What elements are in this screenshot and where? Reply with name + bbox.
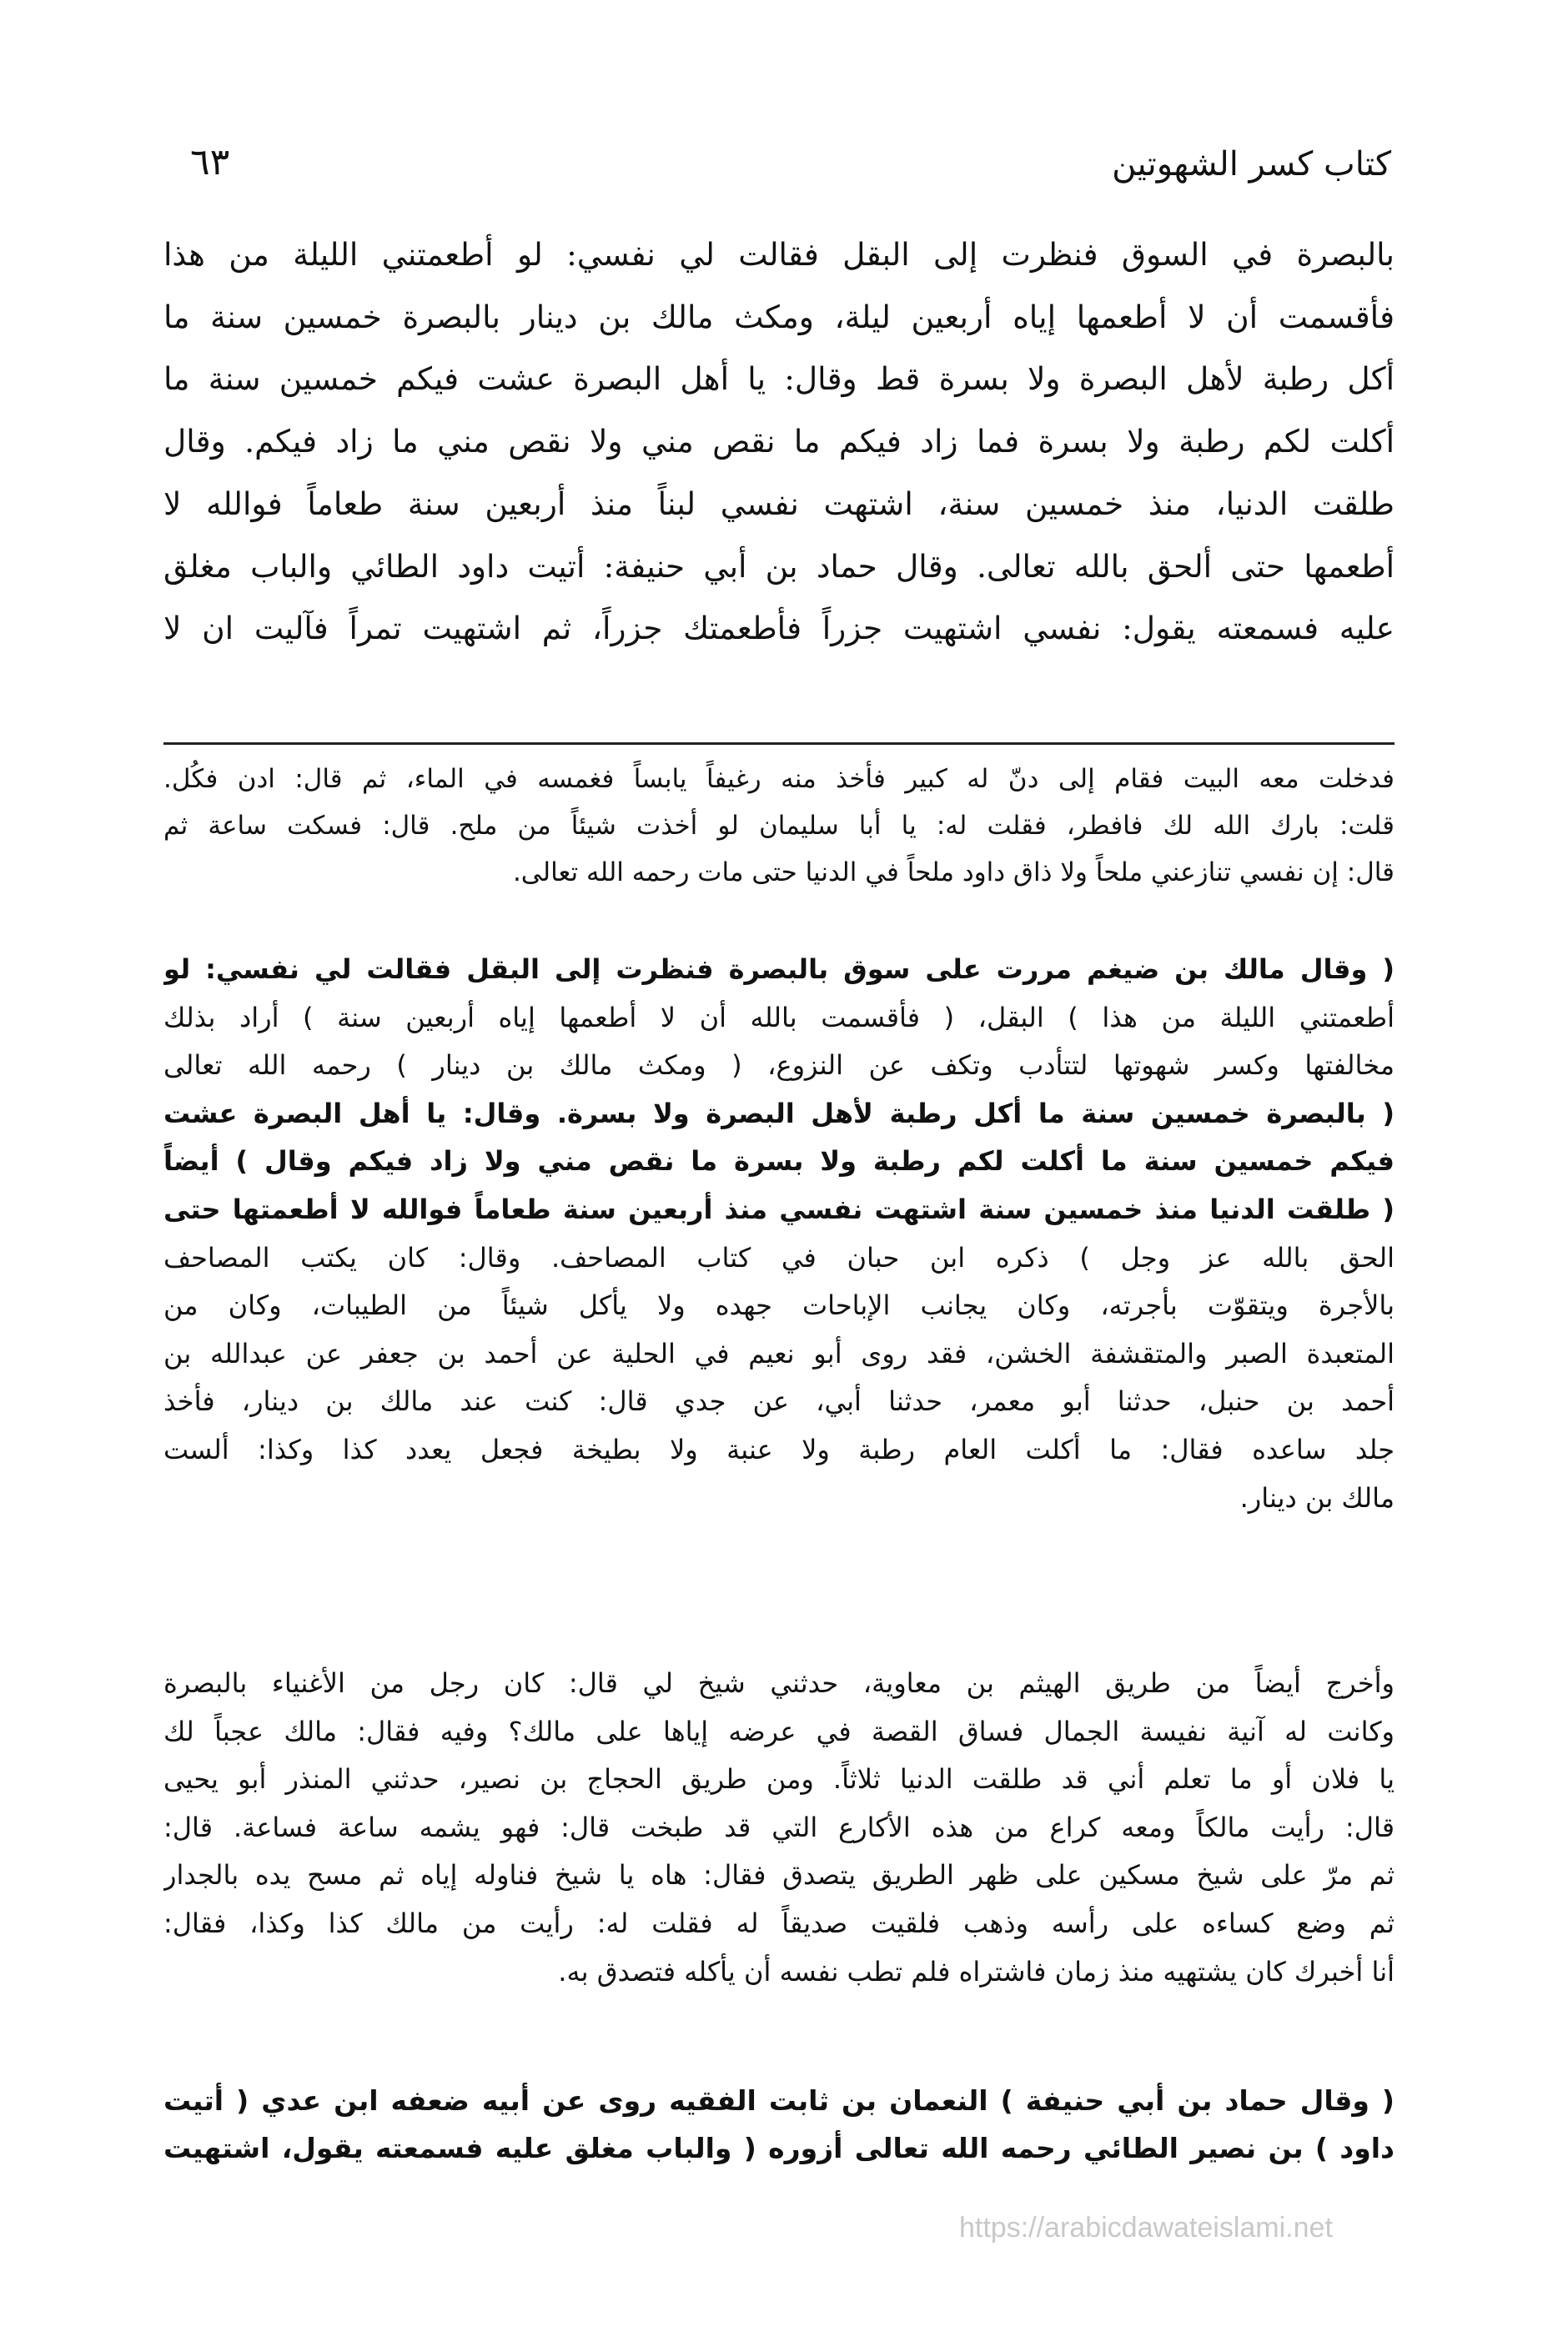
main-text-line: فأقسمت أن لا أطعمها إياه أربعين ليلة، ومكث مالك بن دينار بالبصرة خمسين سنة ما bbox=[163, 298, 1395, 335]
page-header bbox=[190, 108, 1391, 183]
commentary-line: ثم مرّ على شيخ مسكين على ظهر الطريق يتصدق فقال: هاه يا شيخ فناوله إياه ثم مسح يده بالجدار bbox=[163, 1859, 1395, 1892]
running-title: كتاب كسر الشهوتين bbox=[1112, 145, 1391, 183]
source-watermark: https://arabicdawateislami.net bbox=[959, 2212, 1333, 2244]
commentary bbox=[163, 946, 1395, 1522]
footnote-line: فدخلت معه البيت فقام إلى دنّ له كبير فأخذ منه رغيفاً يابساً فغمسه في الماء، ثم قال: ادن فكُل. bbox=[163, 764, 1395, 794]
main-text-line: طلقت الدنيا، منذ خمسين سنة، اشتهت نفسي لبناً منذ أربعين سنة طعاماً فوالله لا bbox=[163, 485, 1395, 522]
main-text-line: أكل رطبة لأهل البصرة ولا بسرة قط وقال: يا أهل البصرة عشت فيكم خمسين سنة ما bbox=[163, 360, 1395, 398]
main-text-line: أكلت لكم رطبة ولا بسرة فما زاد فيكم ما نقص مني ولا نقص مني ما زاد فيكم. وقال bbox=[163, 423, 1395, 460]
commentary-line: مخالفتها وكسر شهوتها لتتأدب وتكف عن النزوع، ( ومكث مالك بن دينار ) رحمه الله تعالى bbox=[163, 1049, 1395, 1082]
main-text-line: عليه فسمعته يقول: نفسي اشتهيت جزراً فأطعمتك جزراً، ثم اشتهيت تمراً فآليت ان لا bbox=[163, 610, 1395, 647]
commentary-line: ثم وضع كساءه على رأسه وذهب فلقيت صديقاً له فقلت له: رأيت من مالك كذا وكذا، فقال: bbox=[163, 1907, 1395, 1939]
commentary-line: جلد ساعده فقال: ما أكلت العام رطبة ولا عنبة ولا بطيخة فجعل يعدد كذا وكذا: ألست bbox=[163, 1433, 1395, 1465]
commentary-line: ( وقال مالك بن ضيغم مررت على سوق بالبصرة فنظرت إلى البقل فقالت لي نفسي: لو bbox=[163, 953, 1395, 985]
commentary-line: يا فلان أو ما تعلم أني قد طلقت الدنيا ثلاثاً. ومن طريق الحجاج بن نصير، حدثني المنذر أبو يحيى bbox=[163, 1763, 1395, 1796]
main-text-line: بالبصرة في السوق فنظرت إلى البقل فقالت لي نفسي: لو أطعمتني الليلة من هذا bbox=[163, 236, 1395, 273]
commentary-line: داود ) بن نصير الطائي رحمه الله تعالى أزوره ( والباب مغلق عليه فسمعته يقول، اشتهيت bbox=[163, 2132, 1395, 2164]
page-number: ٦٣ bbox=[190, 141, 230, 183]
commentary-line: ( طلقت الدنيا منذ خمسين سنة اشتهت نفسي منذ أربعين سنة طعاماً فوالله لا أطعمتها حتى bbox=[163, 1193, 1395, 1225]
commentary-line: قال: رأيت مالكاً ومعه كراع من هذه الأكارع التي قد طبخت قال: فهو يشمه ساعة فساعة. قال: bbox=[163, 1811, 1395, 1843]
commentary-line: ( بالبصرة خمسين سنة ما أكل رطبة لأهل البصرة ولا بسرة. وقال: يا أهل البصرة عشت bbox=[163, 1097, 1395, 1129]
footnote-line: قال: إن نفسي تنازعني ملحاً ولا ذاق داود ملحاً في الدنيا حتى مات رحمه الله تعالى. bbox=[512, 857, 1395, 887]
commentary-continuation bbox=[163, 1660, 1395, 1996]
commentary-line: أحمد بن حنبل، حدثنا أبو معمر، حدثنا أبي، عن جدي قال: كنت عند مالك بن دينار، فأخذ bbox=[163, 1385, 1395, 1418]
commentary-line: ( وقال حماد بن أبي حنيفة ) النعمان بن ثابت الفقيه روى عن أبيه ضعفه ابن عدي ( أتيت bbox=[163, 2084, 1395, 2117]
commentary-line: أنا أخبرك كان يشتهيه منذ زمان فاشتراه فلم تطب نفسه أن يأكله فتصدق به. bbox=[558, 1955, 1395, 1988]
commentary-line: مالك بن دينار. bbox=[1239, 1481, 1395, 1514]
main-text-line: أطعمها حتى ألحق بالله تعالى. وقال حماد بن أبي حنيفة: أتيت داود الطائي والباب مغلق bbox=[163, 547, 1395, 585]
commentary-final bbox=[163, 2077, 1395, 2172]
commentary-line: وكانت له آنية نفيسة الجمال فساق القصة في عرضه إياها على مالك؟ وفيه فقال: مالك عجباً لك bbox=[163, 1715, 1395, 1747]
footnote-line: قلت: بارك الله لك فافطر، فقلت له: يا أبا سليمان لو أخذت شيئاً من ملح. قال: فسكت ساعة ثم bbox=[163, 811, 1395, 841]
commentary-line: المتعبدة الصبر والمتقشفة الخشن، فقد روى أبو نعيم في الحلية عن أحمد بن جعفر عن عبدالله بن bbox=[163, 1337, 1395, 1370]
commentary-line: وأخرج أيضاً من طريق الهيثم بن معاوية، حدثني شيخ لي قال: كان رجل من الأغنياء بالبصرة bbox=[163, 1667, 1395, 1699]
footnote bbox=[163, 756, 1395, 896]
main-text bbox=[163, 224, 1395, 660]
separator-rule bbox=[163, 742, 1395, 745]
commentary-line: الحق بالله عز وجل ) ذكره ابن حبان في كتاب المصاحف. وقال: كان يكتب المصاحف bbox=[163, 1241, 1395, 1274]
commentary-line: فيكم خمسين سنة ما أكلت لكم رطبة ولا بسرة ما نقص مني ولا زاد فيكم وقال ) أيضاً bbox=[163, 1145, 1395, 1178]
commentary-line: أطعمتني الليلة من هذا ) البقل، ( فأقسمت بالله أن لا أطعمها إياه أربعين سنة ) أراد بذلك bbox=[163, 1001, 1395, 1033]
commentary-line: بالأجرة ويتقوّت بأجرته، وكان يجانب الإباحات جهده ولا يأكل شيئاً من الطيبات، وكان من bbox=[163, 1289, 1395, 1322]
